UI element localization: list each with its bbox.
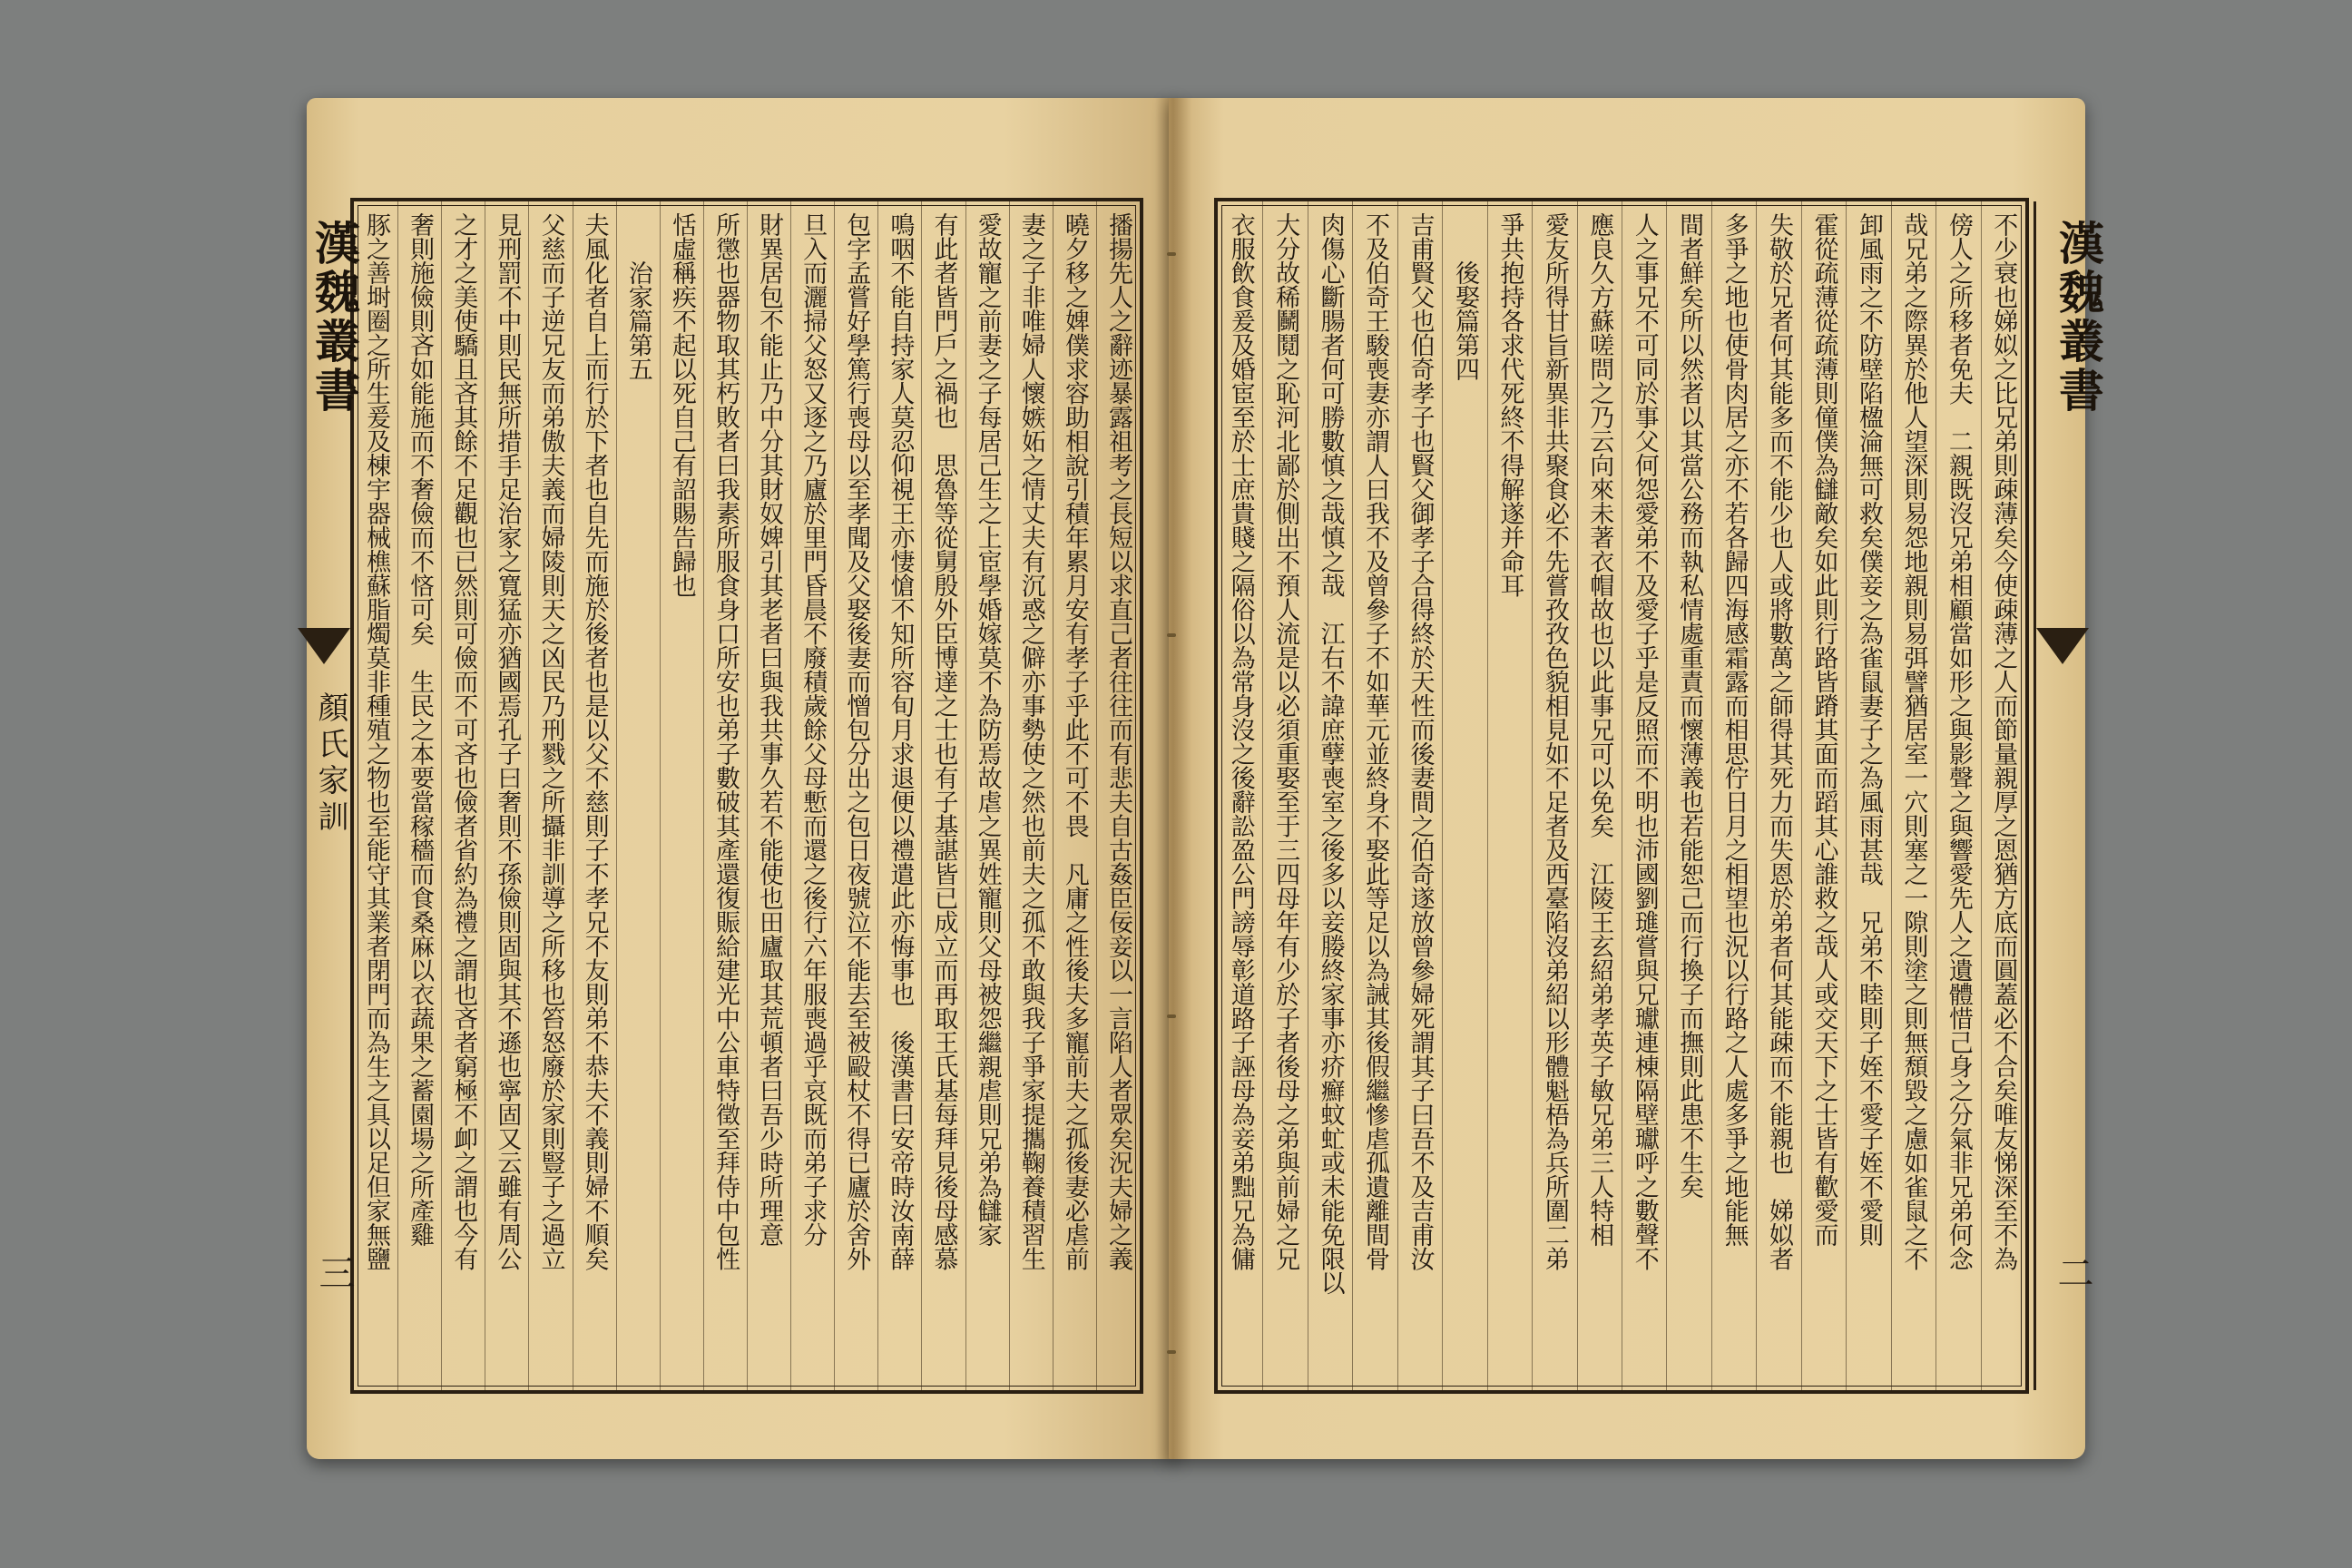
left-text-frame <box>308 198 1143 1394</box>
text-column: 多爭之地也使骨肉居之亦不若各歸四海感霜露而相思佇日月之相望也況以行路之人處多爭之地能無 <box>1720 212 1749 1247</box>
stitch-mark <box>1167 633 1176 637</box>
text-column: 間者鮮矣所以然者以其當公務而執私情處重責而懷薄義也若能恕己而行換子而撫則此患不生矣 <box>1675 212 1704 1199</box>
text-column: 爭共抱持各求代死終不得解遂并命耳 <box>1495 212 1524 597</box>
text-column: 見刑罰不中則民無所措手足治家之寬猛亦猶國焉孔子曰奢則不孫儉則固與其不遜也寧固又云雖有周公 <box>493 212 522 1270</box>
left-page-number: 三 <box>313 1254 355 1290</box>
column-rule <box>1577 201 1578 1390</box>
column-rule <box>1053 201 1054 1390</box>
text-column: 財異居包不能止乃中分其財奴婢引其老者曰與我共事久若不能使也田廬取其荒頓者曰吾少時所理意 <box>755 212 784 1247</box>
column-rule <box>397 201 398 1390</box>
text-column: 所懲也器物取其朽敗者曰我素所服食身口所安也弟子數破其產還復賑給建光中公車特徵至拜侍中包性 <box>710 212 740 1270</box>
fishtail-mark <box>2036 628 2089 664</box>
column-rule <box>1442 201 1443 1390</box>
left-page <box>307 98 1178 1459</box>
text-column: 播揚先人之辭迹暴露祖考之長短以求直己者往往而有悲夫自古姦臣佞妾以一言陷人者眾矣況夫婦之義 <box>1103 212 1132 1270</box>
text-column: 包字孟嘗好學篤行喪母以至孝聞及父娶後妻而憎包分出之包日夜號泣不能去至被毆杖不得已廬於舍外 <box>842 212 871 1270</box>
right-header-title: 漢魏叢書 <box>2052 220 2105 416</box>
text-column: 後娶篇第四 <box>1450 212 1479 381</box>
column-rule <box>1981 201 1982 1390</box>
stitch-mark <box>1167 252 1176 256</box>
left-sub-title: 顏氏家訓 <box>312 691 348 837</box>
text-column: 大分故稀鬭鬩之恥河北鄙於側出不預人流是以必須重娶至于三四母年有少於子者後母之弟與前婦之兄 <box>1271 212 1300 1270</box>
column-rule <box>1801 201 1802 1390</box>
text-column: 治家篇第五 <box>623 212 652 381</box>
text-column: 父慈而子逆兄友而弟傲夫義而婦陵則天之凶民乃刑戮之所攝非訓導之所移也笞怒廢於家則豎子之過立 <box>536 212 565 1270</box>
column-rule <box>1262 201 1263 1390</box>
text-column: 吉甫賢父也伯奇孝子也賢父御孝子合得終於天性而後妻間之伯奇遂放曾參婦死謂其子曰吾不及吉甫汝 <box>1406 212 1435 1270</box>
text-column: 霍從疏薄從疏薄則僮僕為讎敵矣如此則行路皆蹐其面而蹈其心誰救之哉人或交天下之士皆有歡愛而 <box>1809 212 1838 1247</box>
right-margin-band <box>2034 201 2105 1390</box>
text-column: 卸風雨之不防壁陷楹淪無可救矣僕妾之為雀鼠妻子之為風雨甚哉 兄弟不睦則子姪不愛子姪不愛則 <box>1854 212 1883 1247</box>
column-rule <box>1891 201 1892 1390</box>
text-column: 不少衰也娣姒之比兄弟則疎薄矣今使疎薄之人而節量親厚之恩猶方底而圓蓋必不合矣唯友悌深至不為 <box>1989 212 2018 1270</box>
stitch-mark <box>1167 1014 1176 1018</box>
column-rule <box>1487 201 1488 1390</box>
column-rule <box>1352 201 1353 1390</box>
left-margin-band <box>298 201 361 1390</box>
column-rule <box>441 201 442 1390</box>
column-rule <box>921 201 922 1390</box>
text-column: 傍人之所移者免夫 二親既沒兄弟相顧當如形之與影聲之與響愛先人之遺體惜己身之分氣非兄弟何念 <box>1944 212 1973 1270</box>
text-column: 人之事兄不可同於事父何怨愛弟不及愛子乎是反照而不明也沛國劉璡嘗與兄瓛連棟隔壁瓛呼之數聲不 <box>1630 212 1659 1270</box>
column-rule <box>747 201 748 1390</box>
column-rule <box>1756 201 1757 1390</box>
column-rule <box>616 201 617 1390</box>
text-column: 旦入而灑掃父怒又逐之乃廬於里門昏晨不廢積歲餘父母慙而還之後行六年服喪過乎哀既而弟子求分 <box>799 212 828 1247</box>
text-column: 失敬於兄者何其能多而不能少也人或將數萬之師得其死力而失恩於弟者何其能疎而不能親也 娣姒者 <box>1765 212 1794 1270</box>
stitch-mark <box>1167 1350 1176 1354</box>
column-rule <box>1666 201 1667 1390</box>
text-column: 不及伯奇王駿喪妻亦謂人曰我不及曾參子不如華元並終身不娶此等足以為誡其後假繼慘虐孤遺離間骨 <box>1361 212 1390 1270</box>
text-column: 有此者皆門戶之禍也 思魯等從舅殷外臣博達之士也有子基諶皆已成立而再取王氏基每拜見後母感慕 <box>929 212 958 1270</box>
text-column: 夫風化者自上而行於下者也自先而施於後者也是以父不慈則子不孝兄不友則弟不恭夫不義則婦不順矣 <box>580 212 609 1270</box>
text-column: 愛故寵之前妻之子每居己生之上宦學婚嫁莫不為防焉故虐之異姓寵則父母被怨繼親虐則兄弟為讎家 <box>973 212 1002 1247</box>
column-rule <box>1846 201 1847 1390</box>
text-column: 妻之子非唯婦人懷嫉妬之情丈夫有沉惑之僻亦事勢使之然也前夫之孤不敢與我子爭家提攜鞠養積習生 <box>1016 212 1045 1270</box>
right-page <box>1169 98 2105 1459</box>
text-column: 之才之美使驕且吝其餘不足觀也已然則可儉而不可吝也儉者省約為禮之謂也吝者窮極不卹之謂也今有 <box>449 212 478 1270</box>
text-column: 鳴咽不能自持家人莫忍仰視王亦悽愴不知所容旬月求退便以禮遣此亦悔事也 後漢書曰安帝時汝南薛 <box>886 212 915 1270</box>
book-gutter <box>1155 98 1191 1459</box>
column-rule <box>790 201 791 1390</box>
column-rule <box>703 201 704 1390</box>
column-rule <box>660 201 661 1390</box>
right-page-number: 二 <box>2052 1254 2093 1290</box>
fishtail-mark <box>298 628 350 664</box>
column-rule <box>1711 201 1712 1390</box>
text-column: 哉兄弟之際異於他人望深則易怨地親則易弭譬猶居室一穴則塞之一隙則塗之則無頹毀之慮如雀鼠之不 <box>1899 212 1928 1270</box>
column-rule <box>1009 201 1010 1390</box>
right-text-frame <box>1214 198 2105 1394</box>
text-column: 應良久方蘇嗟問之乃云向來未著衣帽故也以此事兄可以免矣 江陵王玄紹弟孝英子敏兄弟三人特相 <box>1585 212 1614 1247</box>
open-book <box>307 98 2105 1477</box>
column-rule <box>1096 201 1097 1390</box>
text-column: 愛友所得甘旨新異非共聚食必不先嘗孜孜色貌相見如不足者及西臺陷沒弟紹以形體魁梧為兵所圍二弟 <box>1540 212 1569 1270</box>
column-rule <box>877 201 878 1390</box>
column-rule <box>834 201 835 1390</box>
text-column: 衣服飲食爰及婚宦至於士庶貴賤之隔俗以為常身沒之後辭訟盈公門謗辱彰道路子誣母為妾弟黜兄為傭 <box>1226 212 1255 1270</box>
left-header-title: 漢魏叢書 <box>308 220 361 416</box>
column-rule <box>965 201 966 1390</box>
column-rule <box>528 201 529 1390</box>
text-column: 豚之善埘圈之所生爰及棟宇器械樵蘇脂燭莫非種殖之物也至能守其業者閉門而為生之具以足但家無鹽 <box>362 212 391 1270</box>
text-column: 曉夕移之婢僕求容助相說引積年累月安有孝子乎此不可不畏 凡庸之性後夫多寵前夫之孤後妻必虐前 <box>1060 212 1089 1270</box>
column-rule <box>1397 201 1398 1390</box>
text-column: 肉傷心斷腸者何可勝數慎之哉慎之哉 江右不諱庶孽喪室之後多以妾媵終家事亦疥癬蚊虻或未能免限以 <box>1316 212 1345 1295</box>
text-column: 奢則施儉則吝如能施而不奢儉而不悋可矣 生民之本要當稼穡而食桑麻以衣蔬果之蓄園場之所產雞 <box>406 212 435 1247</box>
column-rule <box>1532 201 1533 1390</box>
text-column: 恬虛稱疾不起以死自己有詔賜告歸也 <box>667 212 696 597</box>
